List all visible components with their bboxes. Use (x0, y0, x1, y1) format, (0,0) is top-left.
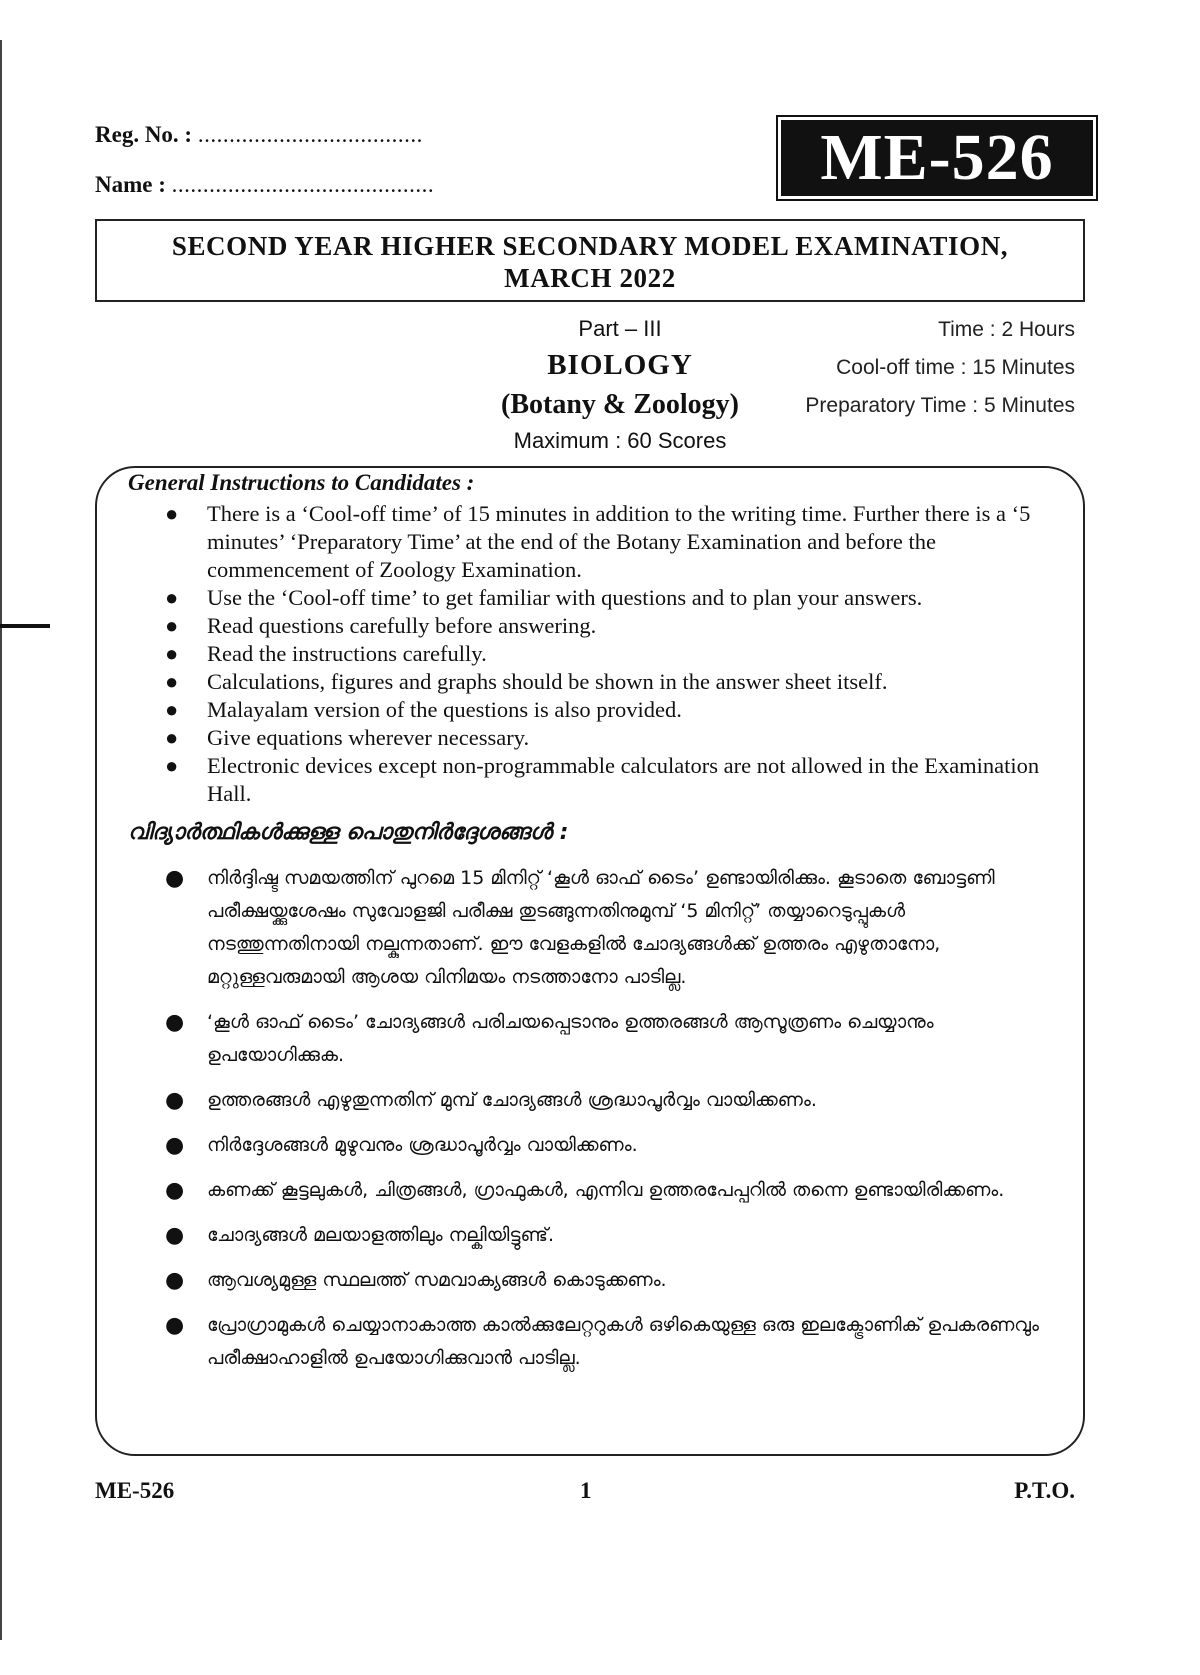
list-item (165, 752, 1045, 808)
bullet-icon: ● (165, 697, 179, 722)
bullet-icon: ● (165, 1088, 185, 1113)
malayalam-instructions-heading: വിദ്യാർത്ഥികൾക്കുള്ള പൊതുനിർദ്ദേശങ്ങൾ : (128, 820, 569, 845)
instruction-text: Malayalam version of the questions is also provided. (207, 697, 682, 722)
subject-subtitle: (Botany & Zoology) (501, 389, 739, 420)
name-field (95, 172, 434, 198)
bullet-icon: ● (165, 1133, 185, 1158)
bullet-icon: ● (165, 613, 179, 638)
time-allowed: Time : 2 Hours (938, 318, 1075, 341)
paper-code-badge: ME-526 (781, 120, 1093, 196)
bullet-icon: ● (165, 753, 179, 778)
instruction-text: There is a ‘Cool-off time’ of 15 minutes in addition to the writing time. Further there is a ‘5 minutes’ ‘Preparatory Time’ at the end of the Botany Examination and before the commencement of Zoology Examination. (207, 501, 1031, 582)
name-dots: .......................................... (171, 172, 435, 197)
reg-no-dots: .................................... (197, 122, 423, 147)
bullet-icon: ● (165, 866, 185, 891)
list-item (165, 1174, 1045, 1207)
list-item (165, 1129, 1045, 1162)
subject-title: BIOLOGY (547, 349, 693, 381)
bullet-icon: ● (165, 669, 179, 694)
part-label: Part – III (578, 316, 662, 341)
bullet-icon: ● (165, 725, 179, 750)
instruction-text: നിർദ്ദേശങ്ങൾ മുഴുവനും ശ്രദ്ധാപൂർവ്വം വായിക്കണം. (207, 1134, 638, 1156)
exam-title: SECOND YEAR HIGHER SECONDARY MODEL EXAMINATION, (171, 231, 1009, 261)
instruction-text: നിർദ്ദിഷ്ട സമയത്തിന് പുറമെ 15 മിനിറ്റ് ‘കൂൾ ഓഫ് ടൈം’ ഉണ്ടായിരിക്കും. കൂടാതെ ബോട്ടണി പരീക്ഷയ്ക്കുശേഷം സുവോളജി പരീക്ഷ തുടങ്ങുന്നതിനുമുമ്പ് ‘5 മിനിറ്റ്’ തയ്യാറെടുപ്പുകൾ നടത്തുന്നതിനായി നല്കുന്നതാണ്. ഈ വേളകളിൽ ചോദ്യങ്ങൾക്ക് ഉത്തരം എഴുതാനോ, മറ്റുള്ളവരുമായി ആശയ വിനിമയം നടത്താനോ പാടില്ല. (207, 867, 995, 988)
bullet-icon: ● (165, 501, 179, 526)
please-turn-over: P.T.O. (1014, 1478, 1075, 1503)
exam-title-box (95, 219, 1085, 302)
bullet-icon: ● (165, 1010, 185, 1035)
instruction-text: ഉത്തരങ്ങൾ എഴുതുന്നതിന് മുമ്പ് ചോദ്യങ്ങൾ ശ്രദ്ധാപൂർവ്വം വായിക്കണം. (207, 1089, 817, 1111)
list-item (165, 500, 1045, 584)
list-item (165, 1309, 1045, 1375)
instruction-text: Read the instructions carefully. (207, 641, 487, 666)
list-item (165, 1264, 1045, 1297)
bullet-icon: ● (165, 585, 179, 610)
instruction-text: Read questions carefully before answering. (207, 613, 597, 638)
list-item (165, 668, 1045, 696)
exam-date: MARCH 2022 (504, 263, 676, 293)
instruction-text: ആവശ്യമുള്ള സ്ഥലത്ത് സമവാക്യങ്ങൾ കൊടുക്കണം. (207, 1269, 667, 1291)
instruction-text: ‘കൂൾ ഓഫ് ടൈം’ ചോദ്യങ്ങൾ പരിചയപ്പെടാനും ഉത്തരങ്ങൾ ആസൂത്രണം ചെയ്യാനും ഉപയോഗിക്കുക. (207, 1011, 934, 1066)
list-item (165, 584, 1045, 612)
instruction-text: Use the ‘Cool-off time’ to get familiar with questions and to plan your answers. (207, 585, 923, 610)
bullet-icon: ● (165, 1313, 185, 1338)
instruction-text: ചോദ്യങ്ങൾ മലയാളത്തിലും നല്കിയിട്ടുണ്ട്. (207, 1224, 554, 1246)
malayalam-instructions-list (165, 862, 1045, 1387)
page-number: 1 (580, 1478, 592, 1503)
list-item (165, 1219, 1045, 1252)
english-instructions-list (165, 500, 1045, 808)
list-item (165, 696, 1045, 724)
instruction-text: Give equations wherever necessary. (207, 725, 530, 750)
bullet-icon: ● (165, 1223, 185, 1248)
list-item (165, 862, 1045, 994)
footer-paper-code: ME-526 (95, 1478, 175, 1503)
bullet-icon: ● (165, 1178, 185, 1203)
page-edge-line (0, 40, 2, 1640)
list-item (165, 612, 1045, 640)
instructions-heading: General Instructions to Candidates : (128, 470, 475, 495)
bullet-icon: ● (165, 641, 179, 666)
cool-off-time: Cool-off time : 15 Minutes (836, 356, 1075, 379)
preparatory-time: Preparatory Time : 5 Minutes (805, 394, 1075, 417)
instruction-text: പ്രോഗ്രാമുകൾ ചെയ്യാനാകാത്ത കാൽക്കുലേറ്ററുകൾ ഒഴികെയുള്ള ഒരു ഇലക്ട്രോണിക് ഉപകരണവും പരീക്ഷാഹാളിൽ ഉപയോഗിക്കുവാൻ പാടില്ല. (207, 1314, 1039, 1369)
margin-mark (0, 624, 50, 628)
list-item (165, 1006, 1045, 1072)
name-label: Name : (95, 172, 166, 197)
instruction-text: Calculations, figures and graphs should be shown in the answer sheet itself. (207, 669, 888, 694)
reg-no-label: Reg. No. : (95, 122, 193, 147)
list-item (165, 1084, 1045, 1117)
instruction-text: കണക്ക് കൂട്ടലുകൾ, ചിത്രങ്ങൾ, ഗ്രാഫുകൾ, എന്നിവ ഉത്തരപേപ്പറിൽ തന്നെ ഉണ്ടായിരിക്കണം. (207, 1179, 1005, 1201)
list-item (165, 640, 1045, 668)
instruction-text: Electronic devices except non-programmable calculators are not allowed in the Examination Hall. (207, 753, 1040, 806)
max-score: Maximum : 60 Scores (513, 428, 727, 453)
bullet-icon: ● (165, 1268, 185, 1293)
list-item (165, 724, 1045, 752)
reg-no-field (95, 122, 423, 148)
